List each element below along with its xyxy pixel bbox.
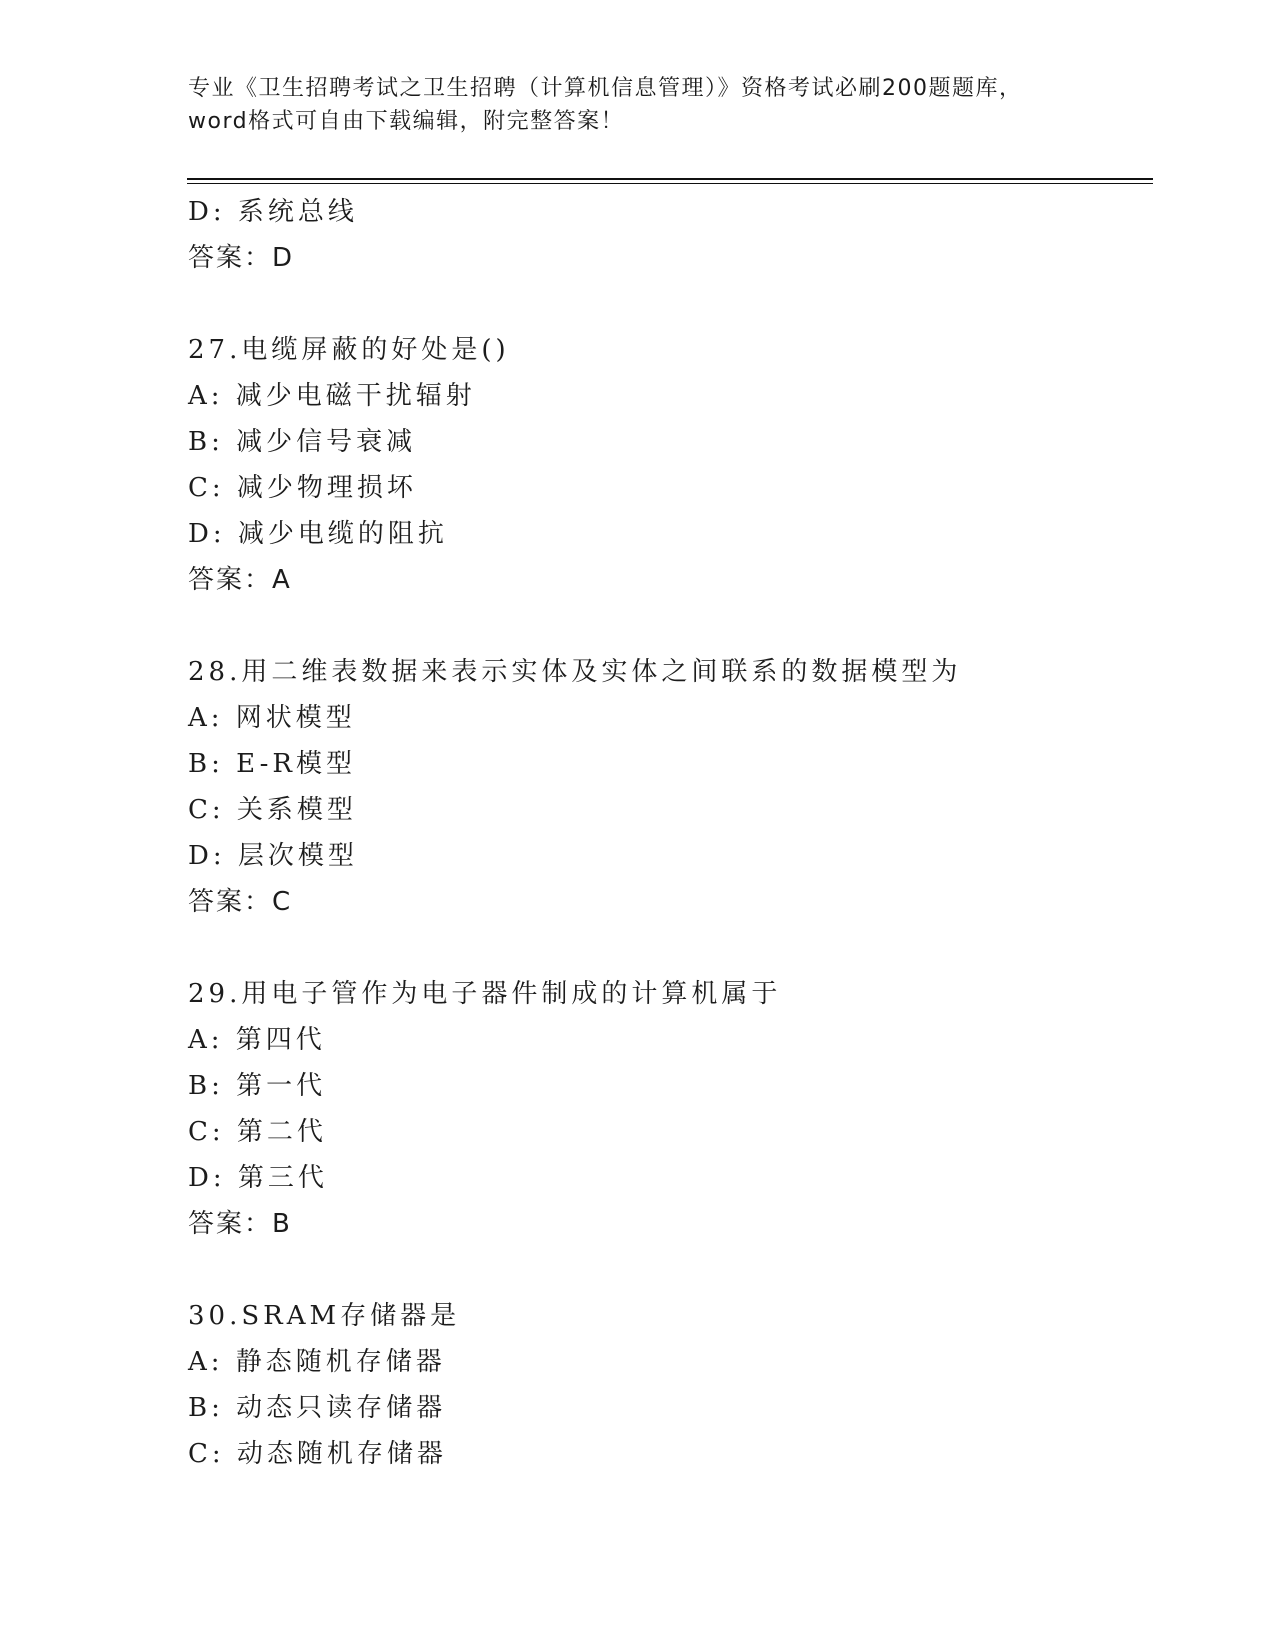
prev-question-answer: 答案：D (188, 243, 295, 273)
question-29-option-a: A: 第四代 (188, 1025, 326, 1055)
spacer (188, 1247, 1148, 1293)
document-header (188, 72, 1088, 138)
question-30-option-b: B: 动态只读存储器 (188, 1393, 447, 1423)
question-28-option-d: D: 层次模型 (188, 841, 358, 871)
question-list (188, 189, 1148, 1477)
spacer (188, 603, 1148, 649)
spacer (188, 925, 1148, 971)
question-28-option-a: A: 网状模型 (188, 703, 356, 733)
question-30-stem: 30.SRAM存储器是 (188, 1301, 461, 1331)
header-divider-thin (187, 183, 1153, 184)
question-28-answer: 答案：C (188, 887, 293, 917)
question-27-option-c: C: 减少物理损坏 (188, 473, 417, 503)
question-27-option-a: A: 减少电磁干扰辐射 (188, 381, 476, 411)
question-29-answer: 答案：B (188, 1209, 292, 1239)
question-27-option-b: B: 减少信号衰减 (188, 427, 417, 457)
header-title-line-1: 专业《卫生招聘考试之卫生招聘（计算机信息管理）》资格考试必刷200题题库， (188, 76, 1023, 101)
header-title-line-2: word格式可自由下载编辑，附完整答案！ (188, 109, 625, 134)
question-30-option-a: A: 静态随机存储器 (188, 1347, 446, 1377)
question-27-option-d: D: 减少电缆的阻抗 (188, 519, 448, 549)
header-divider-thick (187, 178, 1153, 180)
question-27-answer: 答案：A (188, 565, 292, 595)
question-27-stem: 27.电缆屏蔽的好处是() (188, 335, 510, 365)
spacer (188, 281, 1148, 327)
prev-question-option-d: D: 系统总线 (188, 197, 358, 227)
question-29-stem: 29.用电子管作为电子器件制成的计算机属于 (188, 979, 782, 1009)
question-29-option-d: D: 第三代 (188, 1163, 328, 1193)
question-28-stem: 28.用二维表数据来表示实体及实体之间联系的数据模型为 (188, 657, 962, 687)
question-28-option-b: B: E-R模型 (188, 749, 356, 779)
question-28-option-c: C: 关系模型 (188, 795, 357, 825)
question-30-option-c: C: 动态随机存储器 (188, 1439, 447, 1469)
question-29-option-b: B: 第一代 (188, 1071, 327, 1101)
question-29-option-c: C: 第二代 (188, 1117, 327, 1147)
